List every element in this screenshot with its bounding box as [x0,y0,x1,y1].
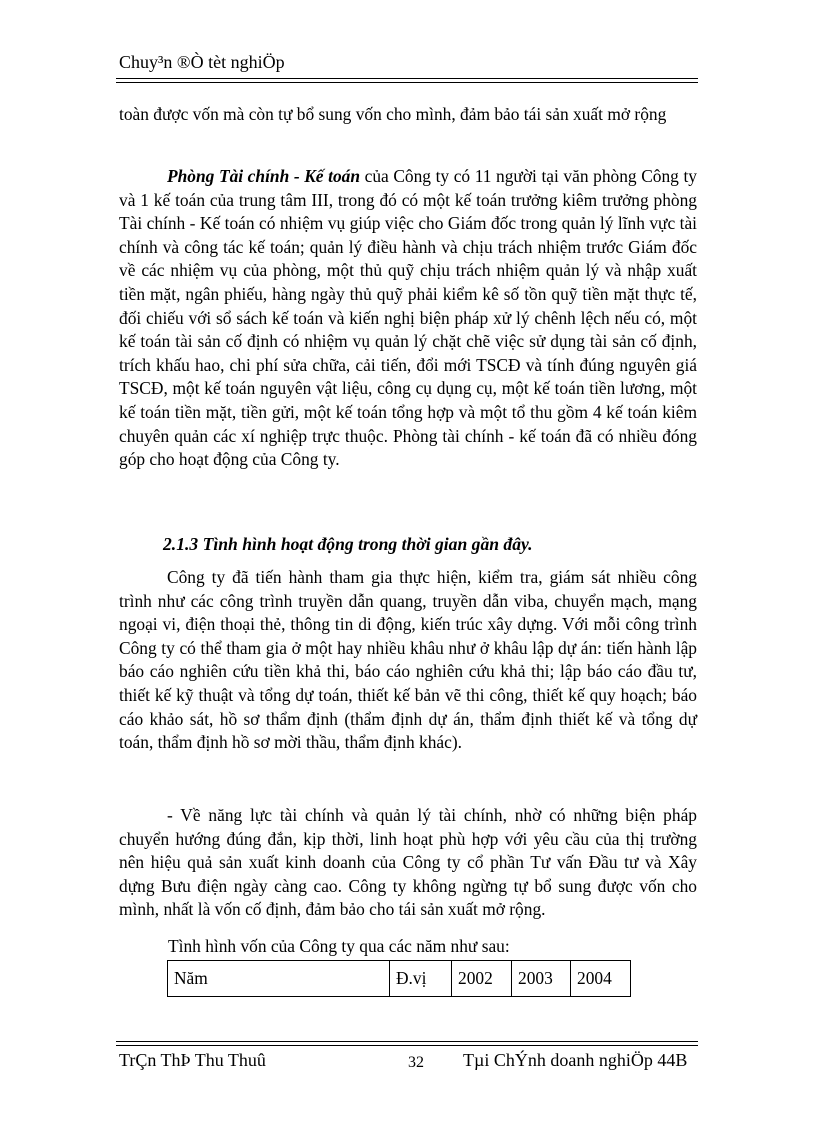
table-header-cell: Năm [168,961,390,997]
footer-rule [116,1041,698,1042]
paragraph-4: - Về năng lực tài chính và quản lý tài chính, nhờ có những biện pháp chuyển hướng đúng đắn, kịp thời, linh hoạt phù hợp với yêu cầu của thị trường nên hiệu quả sản xuất kinh doanh của Công ty cổ phần Tư vấn Đầu tư và Xây dựng Bưu điện ngày càng cao. Công ty không ngừng tự bổ sung được vốn cho mình, nhất là vốn cố định, đảm bảo cho tái sản xuất mở rộng. [119,805,697,920]
paragraph-continuation [119,103,697,127]
paragraph-activities [119,566,697,755]
section-heading: 2.1.3 Tình hình hoạt động trong thời gian gần đây. [163,534,533,554]
footer-author: TrÇn ThÞ Thu Thuû [119,1050,266,1070]
paragraph-2-lead: Phòng Tài chính - Kế toán [167,166,361,186]
table-header-cell: 2003 [512,961,571,997]
paragraph-2-text: của Công ty có 11 người tại văn phòng Công ty và 1 kế toán của trung tâm III, trong đó có một kế toán trưởng kiêm trưởng phòng Tài chính - Kế toán có nhiệm vụ giúp việc cho Giám đốc trong quản lý lĩnh vực tài chính và công tác kế toán; quản lý điều hành và chịu trách nhiệm trước Giám đốc về các nhiệm vụ của phòng, một thủ quỹ chịu trách nhiệm quản lý và nhập xuất tiền mặt, ngân phiếu, hàng ngày thủ quỹ phải kiểm kê số tồn quỹ tiền mặt thực tế, đối chiếu với sổ sách kế toán và kiến nghị biện pháp xử lý chênh lệch nếu có, một kế toán tài sản cố định có nhiệm vụ quản lý chặt chẽ việc sử dụng tài sản cố định, trích khấu hao, chi phí sửa chữa, cải tiến, đổi mới TSCĐ và tính đúng nguyên giá TSCĐ, một kế toán nguyên vật liệu, công cụ dụng cụ, một kế toán tiền lương, một kế toán tiền mặt, tiền gửi, một kế toán tổng hợp và một tổ thu gồm 4 kế toán kiêm chuyên quản các xí nghiệp trực thuộc. Phòng tài chính - kế toán đã có nhiều đóng góp cho hoạt động của Công ty. [119,166,697,470]
capital-table [167,960,631,997]
table-header-row [168,961,631,997]
header-rule-inner [116,82,698,83]
table-header-cell: 2004 [571,961,631,997]
page-number: 32 [408,1054,424,1071]
paragraph-1: toàn được vốn mà còn tự bổ sung vốn cho mình, đảm bảo tái sản xuất mở rộng [119,104,667,124]
table-caption: Tình hình vốn của Công ty qua các năm như sau: [168,936,510,956]
header-rule [116,78,698,79]
footer-class: Tµi ChÝnh doanh nghiÖp 44B [463,1050,688,1070]
paragraph-finance-department [119,165,697,472]
paragraph-3: Công ty đã tiến hành tham gia thực hiện, kiểm tra, giám sát nhiều công trình như các công trình truyền dẫn quang, truyền dẫn viba, chuyển mạch, mạng ngoại vi, điện thoại thẻ, thông tin di động, kiến trúc xây dựng. Với mỗi công trình Công ty có thể tham gia ở một hay nhiều khâu như ở khâu lập dự án: tiến hành lập báo cáo nghiên cứu tiền khả thi, báo cáo nghiên cứu khả thi; lập báo cáo đầu tư, thiết kế kỹ thuật và tổng dự toán, thiết kế bản vẽ thi công, thiết kế quy hoạch; báo cáo khảo sát, hồ sơ thẩm định (thẩm định dự án, thẩm định thiết kế và tổng dự toán, thẩm định hồ sơ mời thầu, thẩm định khác). [119,567,697,753]
table-header-cell: Đ.vị [390,961,452,997]
table-header-cell: 2002 [452,961,512,997]
paragraph-financial-capacity [119,804,697,922]
page-header-title: Chuy³n ®Ò tèt nghiÖp [119,52,285,72]
footer-rule-inner [116,1045,698,1046]
